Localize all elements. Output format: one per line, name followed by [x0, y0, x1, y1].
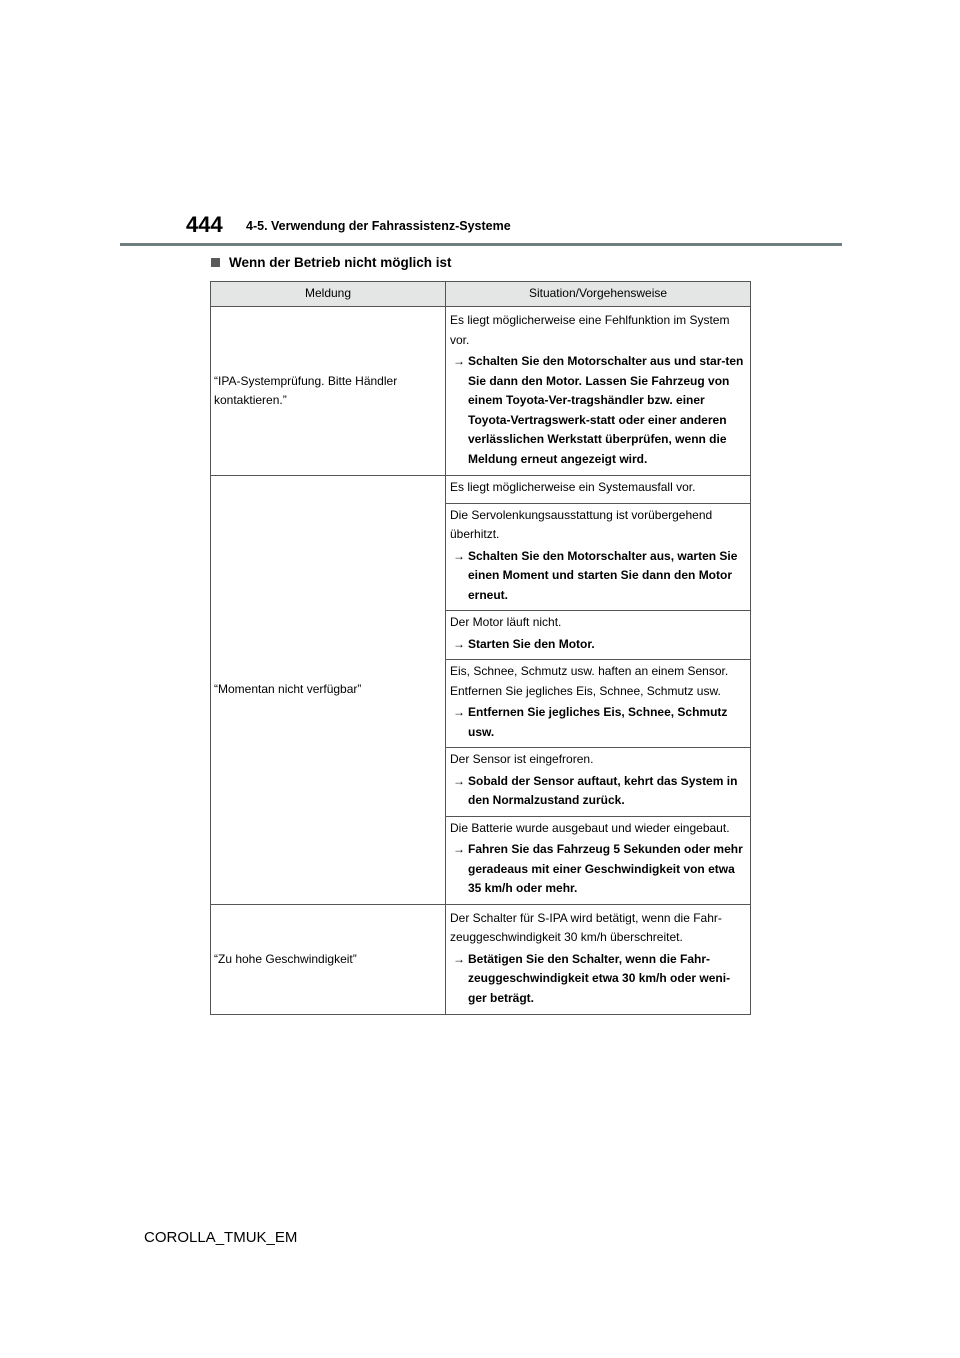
square-bullet-icon	[211, 258, 220, 267]
action-item	[450, 547, 746, 606]
action-text: Starten Sie den Motor.	[468, 636, 595, 651]
header-divider	[120, 243, 842, 246]
page-number: 444	[186, 212, 223, 237]
sub-heading	[211, 255, 452, 270]
situation-item	[446, 660, 750, 748]
action-text: Schalten Sie den Motorschalter aus und star-ten Sie dann den Motor. Lassen Sie Fahrzeug von einem Toyota-Ver-tragshändler bzw. einer Toyota-Vertragswerk-statt oder einer anderen verlässlichen Werkstatt überprüfen, wenn die Meldung erneut angezeigt wird.	[468, 354, 744, 466]
action-text: Betätigen Sie den Schalter, wenn die Fahr-zeuggeschwindigkeit etwa 30 km/h oder weni-ger beträgt.	[468, 951, 731, 1005]
arrow-right-icon: →	[453, 636, 465, 651]
situation-item	[446, 817, 750, 904]
action-item	[450, 703, 746, 742]
situation-text: Der Schalter für S-IPA wird betätigt, wenn die Fahr-zeuggeschwindigkeit 30 km/h überschreitet.	[450, 910, 722, 944]
situation-item	[446, 748, 750, 817]
table-row	[211, 904, 751, 1015]
situation-item	[446, 611, 750, 660]
action-text: Fahren Sie das Fahrzeug 5 Sekunden oder mehr geradeaus mit einer Geschwindigkeit von etwa 35 km/h oder mehr.	[468, 842, 743, 895]
action-item	[450, 950, 746, 1009]
situation-item	[446, 504, 750, 612]
arrow-right-icon: →	[453, 548, 465, 563]
footer-code: COROLLA_TMUK_EM	[144, 1229, 298, 1246]
table-row	[211, 307, 751, 476]
table-header-row	[211, 282, 751, 307]
arrow-right-icon: →	[453, 773, 465, 788]
message-cell: “IPA-Systemprüfung. Bitte Händler kontaktieren.”	[211, 307, 446, 476]
action-text: Sobald der Sensor auftaut, kehrt das System in den Normalzustand zurück.	[468, 773, 738, 807]
action-item	[450, 352, 746, 469]
column-header-situation: Situation/Vorgehensweise	[446, 282, 751, 307]
action-text: Schalten Sie den Motorschalter aus, warten Sie einen Moment und starten Sie dann den Motor erneut.	[468, 548, 738, 602]
arrow-right-icon: →	[453, 842, 465, 856]
column-header-message: Meldung	[211, 282, 446, 307]
arrow-right-icon: →	[453, 705, 465, 719]
message-cell: “Zu hohe Geschwindigkeit”	[211, 904, 446, 1015]
arrow-right-icon: →	[453, 354, 465, 368]
action-item	[450, 840, 746, 899]
situation-text: Es liegt möglicherweise ein Systemausfall vor.	[450, 480, 696, 494]
message-table	[210, 281, 751, 1015]
table-row	[211, 476, 751, 905]
situation-text: Eis, Schnee, Schmutz usw. haften an einem Sensor. Entfernen Sie jegliches Eis, Schnee, Schmutz usw.	[450, 664, 729, 698]
situation-text: Der Sensor ist eingefroren.	[450, 752, 594, 766]
situation-cell	[446, 476, 751, 905]
message-cell: “Momentan nicht verfügbar”	[211, 476, 446, 905]
situation-item	[446, 307, 750, 475]
situation-text: Die Servolenkungsausstattung ist vorübergehend überhitzt.	[450, 507, 713, 541]
situation-cell	[446, 904, 751, 1015]
situation-text: Der Motor läuft nicht.	[450, 615, 562, 629]
situation-item	[446, 476, 750, 504]
situation-text: Es liegt möglicherweise eine Fehlfunktion im System vor.	[450, 313, 730, 347]
action-item	[450, 635, 746, 655]
situation-item	[446, 905, 750, 1015]
sub-heading-text: Wenn der Betrieb nicht möglich ist	[229, 255, 452, 270]
arrow-right-icon: →	[453, 951, 465, 966]
situation-text: Die Batterie wurde ausgebaut und wieder eingebaut.	[450, 820, 730, 835]
section-title: 4-5. Verwendung der Fahrassistenz-Systeme	[246, 219, 511, 233]
situation-cell	[446, 307, 751, 476]
action-text: Entfernen Sie jegliches Eis, Schnee, Schmutz usw.	[468, 705, 728, 739]
action-item	[450, 772, 746, 811]
